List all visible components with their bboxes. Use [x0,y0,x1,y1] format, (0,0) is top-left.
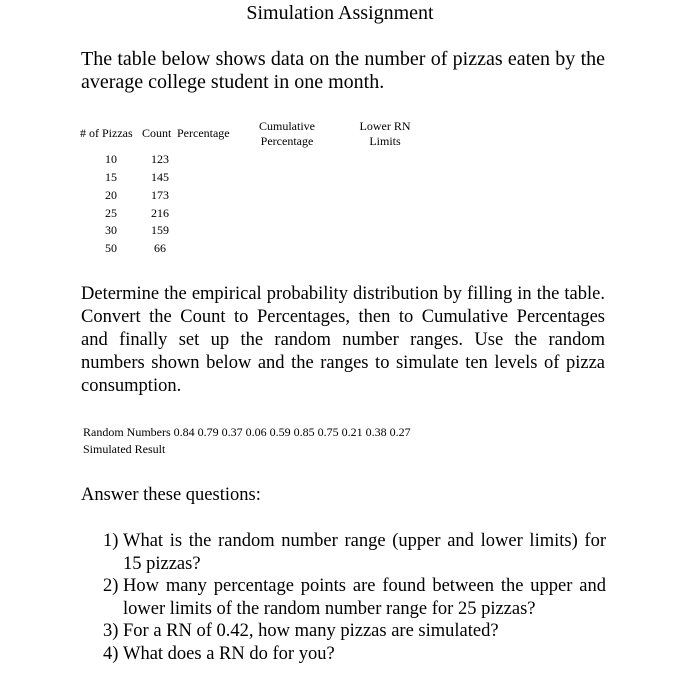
header-lower-rn-limits [348,119,422,149]
question-number: 1) [103,531,119,551]
header-cumulative-line1: Cumulative [259,119,315,133]
question-number: 3) [103,621,119,641]
simulated-result-label: Simulated Result [83,442,166,456]
question-text: For a RN of 0.42, how many pizzas are simulated? [123,621,499,641]
cell-pizzas: 30 [105,223,117,237]
cell-count: 216 [151,206,169,220]
cell-pizzas: 25 [105,206,117,220]
intro-paragraph: The table below shows data on the number of pizzas eaten by the average college student in one month. [81,48,605,93]
cell-pizzas: 50 [105,241,117,255]
cell-count: 173 [151,188,169,202]
answer-heading: Answer these questions: [81,485,261,505]
question-text: How many percentage points are found between the upper and lower limits of the random number range for 25 pizzas? [123,576,606,619]
list-item [103,530,606,575]
cell-count: 159 [151,223,169,237]
random-numbers-line: Random Numbers 0.84 0.79 0.37 0.06 0.59 0.85 0.75 0.21 0.38 0.27 [83,425,411,439]
question-number: 4) [103,643,119,664]
cell-pizzas: 15 [105,170,117,184]
header-lower-line1: Lower RN [359,119,411,133]
list-item [103,643,606,666]
list-item [103,620,606,643]
cell-count: 123 [151,152,169,166]
question-text: What does a RN do for you? [123,643,335,664]
instructions-paragraph: Determine the empirical probability distribution by filling in the table. Convert the Count to Percentages, then to Cumulative Percentages and finally set up the random number ranges. Use the random numbers shown below and the ranges to simulate ten levels of pizza consumption. [81,284,605,396]
questions-list [103,530,606,665]
cell-count: 66 [154,241,166,255]
header-cumulative-line2: Percentage [260,134,314,148]
cell-count: 145 [151,170,169,184]
cell-pizzas: 10 [105,152,117,166]
header-lower-line2: Limits [369,134,401,148]
cell-pizzas: 20 [105,188,117,202]
header-pizzas: # of Pizzas [80,126,133,140]
header-cumulative [250,119,324,149]
header-count: Count [142,126,172,140]
page-title: Simulation Assignment [246,2,434,24]
question-number: 2) [103,576,119,596]
question-text: What is the random number range (upper and lower limits) for 15 pizzas? [123,531,606,574]
header-percentage: Percentage [177,126,230,140]
list-item [103,575,606,620]
